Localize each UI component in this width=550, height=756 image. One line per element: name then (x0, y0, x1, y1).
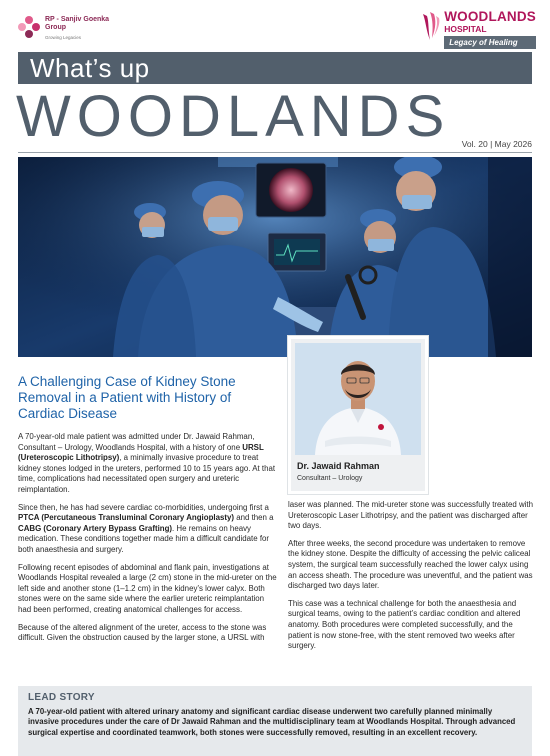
article-paragraph: This case was a technical challenge for both the anaesthesia and surgical teams, owing to the patient’s cardiac condition and altered anatomy. Both procedures were completed successfully, and the patient is now stone-free, with the stent removed two weeks after surgery. (288, 598, 521, 651)
rp-group-tagline: Growing Legacies (45, 35, 82, 40)
article-paragraph: Following recent episodes of abdominal and flank pain, investigations at Woodlands Hospital revealed a large (2 cm) stone in the mid-ureter on the left side and another stone (1–1.2 cm) in the kidney’s lower calyx. Both stones were on the same side where the earlier ureteric reimplantation had been performed, creating anatomical challenges for access. (18, 562, 277, 614)
lead-story-box (18, 686, 532, 756)
rp-sanjiv-goenka-logo (18, 16, 109, 40)
issue-label: Vol. 20 | May 2026 (461, 139, 532, 149)
masthead-band (18, 52, 532, 84)
article-paragraph: After three weeks, the second procedure was undertaken to remove the kidney stone. Despite the difficulty of accessing the pelvic caliceal system, the surgical team successfully reached the lower calyx using an access sheath. The procedure was uneventful, and the patient was discharged two days later. (288, 538, 533, 591)
doctor-name: Dr. Jawaid Rahman (297, 461, 380, 471)
article-paragraph: Since then, he has had severe cardiac co-morbidities, undergoing first a PTCA (Percutaneous Transluminal Coronary Angioplasty) and then a CABG (Coronary Artery Bypass Grafting). He remains on heavy medication. These conditions together made him a difficult candidate for both anaesthesia and surgery. (18, 502, 274, 554)
lead-story-body: A 70-year-old patient with altered urinary anatomy and significant cardiac disease underwent two carefully planned minimally invasive procedures under the care of Dr Jawaid Rahman and the multidisciplinary team at Woodlands Hospital. Through advanced surgical expertise and coordinated teamwork, both stones were successfully removed, resulting in an excellent recovery. (28, 707, 516, 737)
woodlands-emblem-icon (420, 10, 440, 44)
doctor-profile-card (288, 336, 428, 494)
article-paragraph: laser was planned. The mid-ureter stone was successfully treated with Ureteroscopic Laser Lithotripsy, and the patient was discharged after two days. (288, 500, 534, 531)
doctor-role: Consultant – Urology (297, 475, 363, 482)
lead-story-title: LEAD STORY (28, 692, 95, 703)
doctor-photo (295, 343, 421, 455)
article-paragraph: A 70-year-old male patient was admitted under Dr. Jawaid Rahman, Consultant – Urology, Woodlands Hospital, with a history of one URSL (Ureteroscopic Lithotripsy), a minimally invasive procedure to treat kidney stones lodged in the ureters, performed 10 to 15 years ago. At that time, complications had necessitated open surgery and ureteric reimplantation. (18, 432, 276, 494)
rp-group-emblem-icon (18, 16, 40, 38)
article-headline: A Challenging Case of Kidney Stone Removal in a Patient with History of Cardiac Disease (18, 374, 236, 421)
woodlands-hospital-logo (420, 10, 536, 49)
masthead-whats-up: What’s up (30, 53, 150, 83)
hospital-name: WOODLANDS (444, 9, 536, 24)
hospital-tagline: Legacy of Healing (444, 36, 536, 49)
masthead-title: WOODLANDS (16, 84, 451, 149)
article-paragraph: Because of the altered alignment of the ureter, access to the stone was difficult. Given the obstruction caused by the larger stone, a URSL with (18, 622, 267, 643)
rp-group-title: RP - Sanjiv Goenka (45, 16, 110, 23)
article-column-left (18, 432, 278, 651)
rp-group-label: Group (45, 24, 66, 31)
hospital-subtitle: HOSPITAL (444, 24, 487, 34)
surgery-team-photo (18, 157, 532, 357)
article-column-right (288, 500, 534, 659)
masthead-divider (18, 152, 532, 153)
